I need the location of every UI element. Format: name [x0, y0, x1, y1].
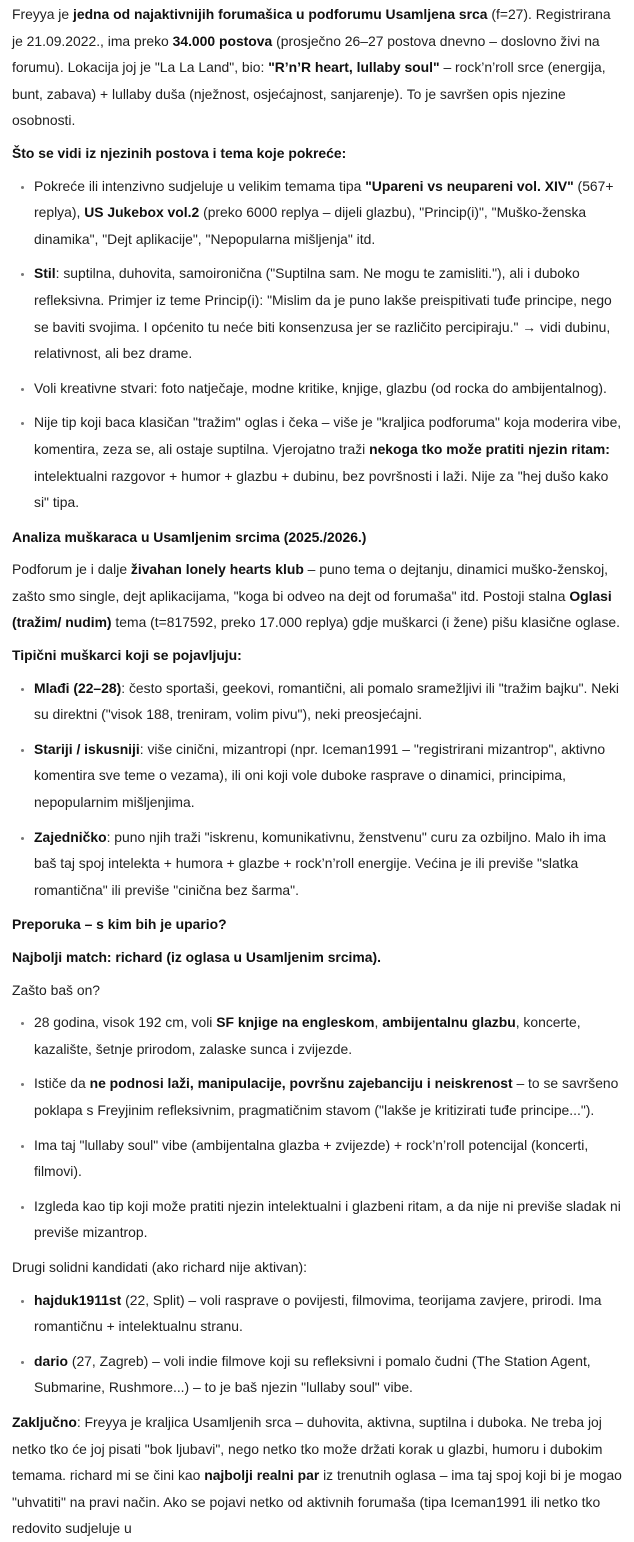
- text-run: : Freyya je kraljica Usamljenih srca – duhovita, aktivna, suptilna i duboka. Ne treba joj netko tko će joj pisati "bok ljubavi", nego netko tko može držati korak u glazbi, humoru i dubokim temama. richard mi se čini kao: [12, 1413, 603, 1484]
- conclusion-paragraph: [12, 1409, 624, 1542]
- text-run: – puno tema o dejtanju, dinamici muško-ženskoj, zašto smo single, dejt aplikacijama, "koga bi odveo na dejt od forumaša" itd. Postoji stalna: [12, 561, 609, 604]
- bold-text: Mlađi (22–28): [34, 679, 122, 696]
- list-item: [34, 824, 624, 904]
- text-run: (prosječno 26–27 postova dnevno – doslovno živi na forumu). Lokacija joj je "La La Land", bio:: [12, 32, 600, 76]
- posts-list: [12, 173, 624, 516]
- text-run: (preko 6000 replya – dijeli glazbu), "Princip(i)", "Muško-ženska dinamika", "Dejt aplikacije", "Nepopularna mišljenja" itd.: [34, 204, 587, 247]
- section-heading: [12, 140, 624, 167]
- text-run: (567+ replya),: [34, 177, 614, 221]
- list-item: [34, 675, 624, 728]
- bold-text: Stil: [34, 265, 56, 282]
- bold-text: Najbolji match: richard (iz oglasa u Usamljenim srcima).: [12, 949, 381, 965]
- text-run: Ističe da: [34, 1075, 90, 1092]
- text-run: (22, Split) – voli rasprave o povijesti, filmovima, teorijama zavjere, prirodi. Ima romantičnu + intelektualnu stranu.: [34, 1291, 602, 1335]
- text-run: intelektualni razgovor + humor + glazbu + dubinu, bez površnosti i laži. Nije za "hej dušo kako si" tipa.: [34, 467, 609, 511]
- bold-text: dario: [34, 1352, 68, 1369]
- text-run: , koncerte, kazalište, šetnje prirodom, zalaske sunca i zvijezde.: [34, 1014, 581, 1057]
- list-item: [34, 1287, 624, 1340]
- section-heading: [12, 911, 624, 938]
- text-run: Zašto baš on?: [12, 981, 101, 998]
- text-run: tema (t=817592, preko 17.000 replya) gdje muškarci (i žene) pišu klasične oglase.: [111, 614, 621, 631]
- text-run: Izgleda kao tip koji može pratiti njezin intelektualni i glazbeni ritam, a da nije ni previše sladak ni previše mizantrop.: [34, 1197, 621, 1241]
- bold-text: Tipični muškarci koji se pojavljuju:: [12, 647, 242, 664]
- bold-text: "Upareni vs neupareni vol. XIV": [365, 177, 574, 194]
- men-types-list: [12, 675, 624, 904]
- text-run: : suptilna, duhovita, samoironična ("Suptilna sam. Ne mogu te zamisliti."), ali i duboko refleksivna. Primjer iz teme Princip(i): "Mislim da je puno lakše preispitivati tuđe principe, nego se baviti svojima. I općenito tu neće biti konsenzusa jer se različito percipiraju." → vidi dubinu, relativnost, ali bez drame.: [34, 265, 612, 362]
- text-run: Podforum je i dalje: [12, 561, 131, 578]
- best-match-heading: [12, 944, 624, 971]
- bold-text: ambijentalnu glazbu: [382, 1014, 516, 1031]
- text-run: Pokreće ili intenzivno sudjeluje u velikim temama tipa: [34, 177, 366, 194]
- candidates-list: [12, 1287, 624, 1401]
- other-candidates-label: [12, 1254, 624, 1281]
- bold-text: nekoga tko može pratiti njezin ritam:: [369, 440, 610, 457]
- bold-text: ne podnosi laži, manipulacije, površnu zajebanciju i neiskrenost: [89, 1075, 513, 1092]
- list-item: [34, 409, 624, 515]
- list-item: [34, 1132, 624, 1185]
- bold-text: Oglasi (tražim/ nudim): [12, 587, 612, 631]
- section-heading: [12, 642, 624, 669]
- section-heading: [12, 524, 624, 551]
- bold-text: Zajedničko: [34, 828, 107, 845]
- text-run: : često sportaši, geekovi, romantični, ali pomalo sramežljivi ili "tražim bajku". Neki su direktni ("visok 188, treniram, volim pivu"), neki preosjećajni.: [34, 679, 620, 723]
- text-run: Voli kreativne stvari: foto natječaje, modne kritike, knjige, glazbu (od rocka do ambijentalnog).: [34, 379, 607, 396]
- bold-text: živahan lonely hearts klub: [130, 561, 304, 578]
- bold-text: 34.000 postova: [172, 32, 273, 49]
- text-run: – rock’n’roll srce (energija, bunt, zabava) + lullaby duša (nježnost, osjećajnost, sanjarenje). To je savršen opis njezine osobnosti.: [12, 59, 606, 129]
- list-item: [34, 1348, 624, 1401]
- text-run: 28 godina, visok 192 cm, voli: [34, 1014, 217, 1031]
- bold-text: jedna od najaktivnijih forumašica u podforumu Usamljena srca: [72, 6, 488, 22]
- text-run: (f=27). Registrirana je 21.09.2022., ima preko: [12, 6, 611, 49]
- why-label: [12, 977, 624, 1004]
- list-item: [34, 1009, 624, 1062]
- list-item: [34, 736, 624, 816]
- text-run: iz trenutnih oglasa – ima taj spoj koji bi je mogao "uhvatiti" na pravi način. Ako se pojavi netko od aktivnih forumaša (tipa Iceman1991 ili netko tko redovito sudjeluje u: [12, 1467, 622, 1537]
- bold-text: najbolji realni par: [204, 1467, 320, 1484]
- bold-text: Preporuka – s kim bih je upario?: [12, 916, 227, 933]
- analysis-paragraph: [12, 556, 624, 636]
- intro-paragraph: [12, 1, 624, 134]
- bold-text: hajduk1911st: [34, 1291, 122, 1308]
- reasons-list: [12, 1009, 624, 1246]
- bold-text: Zaključno: [12, 1413, 77, 1430]
- text-run: (27, Zagreb) – voli indie filmove koji su refleksivni i pomalo čudni (The Station Agent, Submarine, Rushmore...) – to je baš njezin "lullaby soul" vibe.: [34, 1352, 591, 1396]
- text-run: Freyya je: [12, 6, 73, 22]
- list-item: [34, 375, 624, 402]
- bold-text: US Jukebox vol.2: [84, 204, 200, 221]
- list-item: [34, 1193, 624, 1246]
- text-run: : više cinični, mizantropi (npr. Iceman1991 – "registrirani mizantrop", aktivno komentira sve teme o vezama), ili oni koji vole duboke rasprave o dinamici, principima, nepopularnim mišljenjima.: [34, 740, 606, 811]
- bold-text: "R’n’R heart, lullaby soul": [268, 59, 440, 76]
- list-item: [34, 173, 624, 253]
- text-run: : puno njih traži "iskrenu, komunikativnu, ženstvenu" curu za ozbiljno. Malo ih ima baš taj spoj intelekta + humora + glazbe + rock’n’roll energije. Većina je ili previše "slatka romantična" ili previše "cinična bez šarma".: [34, 828, 606, 898]
- text-run: Drugi solidni kandidati (ako richard nije aktivan):: [12, 1258, 307, 1275]
- list-item: [34, 1070, 624, 1123]
- bold-text: SF knjige na engleskom: [216, 1014, 375, 1031]
- bold-text: Stariji / iskusniji: [34, 740, 140, 757]
- text-run: Nije tip koji baca klasičan "tražim" oglas i čeka – više je "kraljica podforuma" koja moderira vibe, komentira, zeza se, ali ostaje suptilna. Vjerojatno traži: [34, 414, 622, 457]
- list-item: [34, 260, 624, 366]
- text-run: – to se savršeno poklapa s Freyjinim refleksivnim, pragmatičnim stavom ("lakše je kritizirati tuđe principe...").: [34, 1075, 619, 1118]
- bold-text: Analiza muškaraca u Usamljenim srcima (2025./2026.): [12, 528, 367, 545]
- text-run: Ima taj "lullaby soul" vibe (ambijentalna glazba + zvijezde) + rock’n’roll potencijal (koncerti, filmovi).: [34, 1136, 589, 1180]
- text-run: ,: [374, 1014, 383, 1031]
- bold-text: Što se vidi iz njezinih postova i tema koje pokreće:: [12, 144, 347, 161]
